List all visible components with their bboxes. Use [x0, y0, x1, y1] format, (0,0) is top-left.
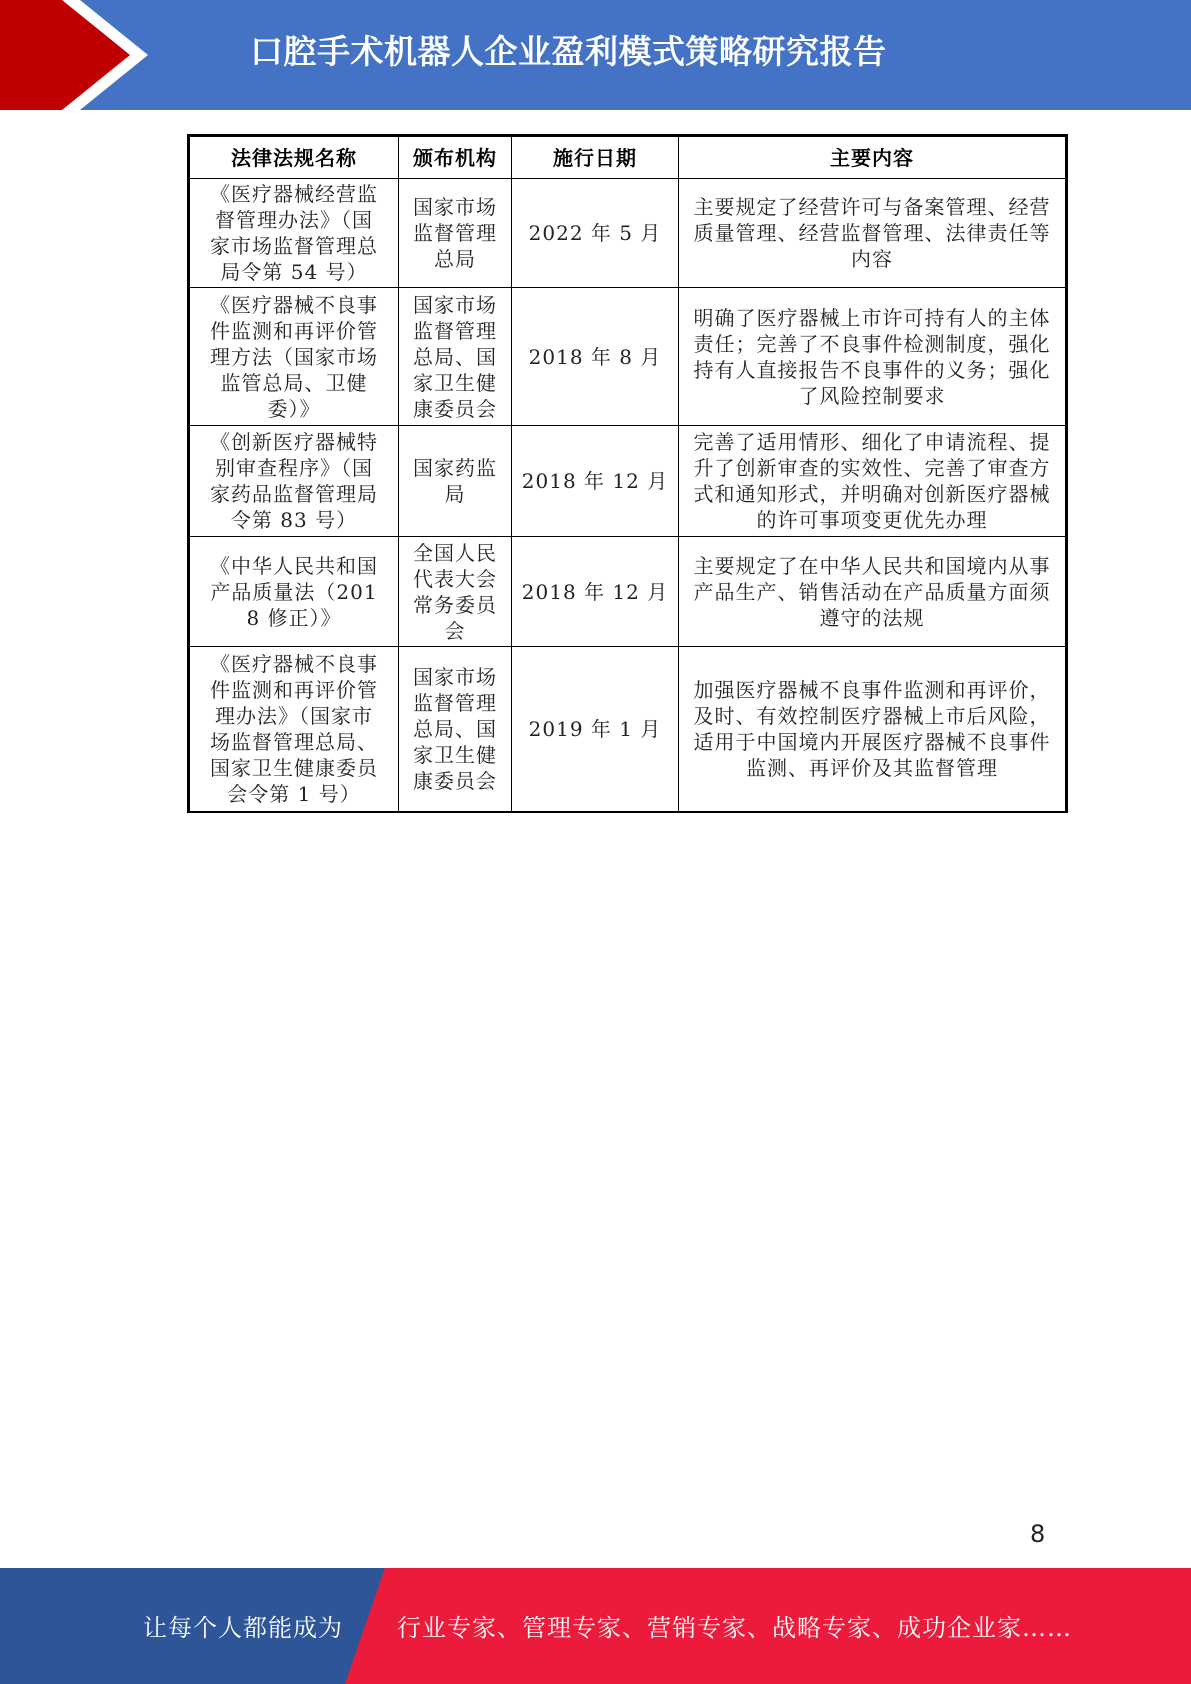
table-row: [189, 647, 1067, 812]
effective-date-cell: 2022 年 5 月: [512, 179, 679, 288]
page-number: 8: [1030, 1520, 1046, 1548]
column-header-issuer: 颁布机构: [399, 136, 512, 179]
main-content-cell: 加强医疗器械不良事件监测和再评价，及时、有效控制医疗器械上市后风险，适用于中国境内开展医疗器械不良事件监测、再评价及其监督管理: [679, 647, 1067, 812]
effective-date-cell: 2018 年 12 月: [512, 537, 679, 647]
report-title: 口腔手术机器人企业盈利模式策略研究报告: [250, 32, 887, 71]
effective-date-cell: 2018 年 12 月: [512, 426, 679, 537]
column-header-content: 主要内容: [679, 136, 1067, 179]
footer-slogan-left: 让每个人都能成为: [143, 1614, 343, 1642]
regulation-name-cell: 《医疗器械不良事件监测和再评价管理方法（国家市场监管总局、卫健委）》: [189, 288, 399, 426]
regulations-table: [187, 134, 1068, 813]
issuer-cell: 国家药监局: [399, 426, 512, 537]
effective-date-cell: 2018 年 8 月: [512, 288, 679, 426]
main-content-cell: 明确了医疗器械上市许可持有人的主体责任；完善了不良事件检测制度，强化持有人直接报告不良事件的义务；强化了风险控制要求: [679, 288, 1067, 426]
regulation-name-cell: 《医疗器械经营监督管理办法》（国家市场监督管理总局令第 54 号）: [189, 179, 399, 288]
issuer-cell: 全国人民代表大会常务委员会: [399, 537, 512, 647]
effective-date-cell: 2019 年 1 月: [512, 647, 679, 812]
column-header-name: 法律法规名称: [189, 136, 399, 179]
main-content-cell: 完善了适用情形、细化了申请流程、提升了创新审查的实效性、完善了审查方式和通知形式，并明确对创新医疗器械的许可事项变更优先办理: [679, 426, 1067, 537]
main-content-cell: 主要规定了在中华人民共和国境内从事产品生产、销售活动在产品质量方面须遵守的法规: [679, 537, 1067, 647]
regulation-name-cell: 《创新医疗器械特别审查程序》（国家药品监督管理局令第 83 号）: [189, 426, 399, 537]
regulation-name-cell: 《中华人民共和国产品质量法（2018 修正）》: [189, 537, 399, 647]
footer-slogan-right: 行业专家、管理专家、营销专家、战略专家、成功企业家……: [397, 1614, 1072, 1642]
issuer-cell: 国家市场监督管理总局: [399, 179, 512, 288]
issuer-cell: 国家市场监督管理总局、国家卫生健康委员会: [399, 647, 512, 812]
column-header-date: 施行日期: [512, 136, 679, 179]
regulation-name-cell: 《医疗器械不良事件监测和再评价管理办法》（国家市场监督管理总局、国家卫生健康委员会令第 1 号）: [189, 647, 399, 812]
table-row: [189, 426, 1067, 537]
issuer-cell: 国家市场监督管理总局、国家卫生健康委员会: [399, 288, 512, 426]
main-content-cell: 主要规定了经营许可与备案管理、经营质量管理、经营监督管理、法律责任等内容: [679, 179, 1067, 288]
table-row: [189, 537, 1067, 647]
table-header-row: [189, 136, 1067, 179]
table-row: [189, 179, 1067, 288]
table-row: [189, 288, 1067, 426]
